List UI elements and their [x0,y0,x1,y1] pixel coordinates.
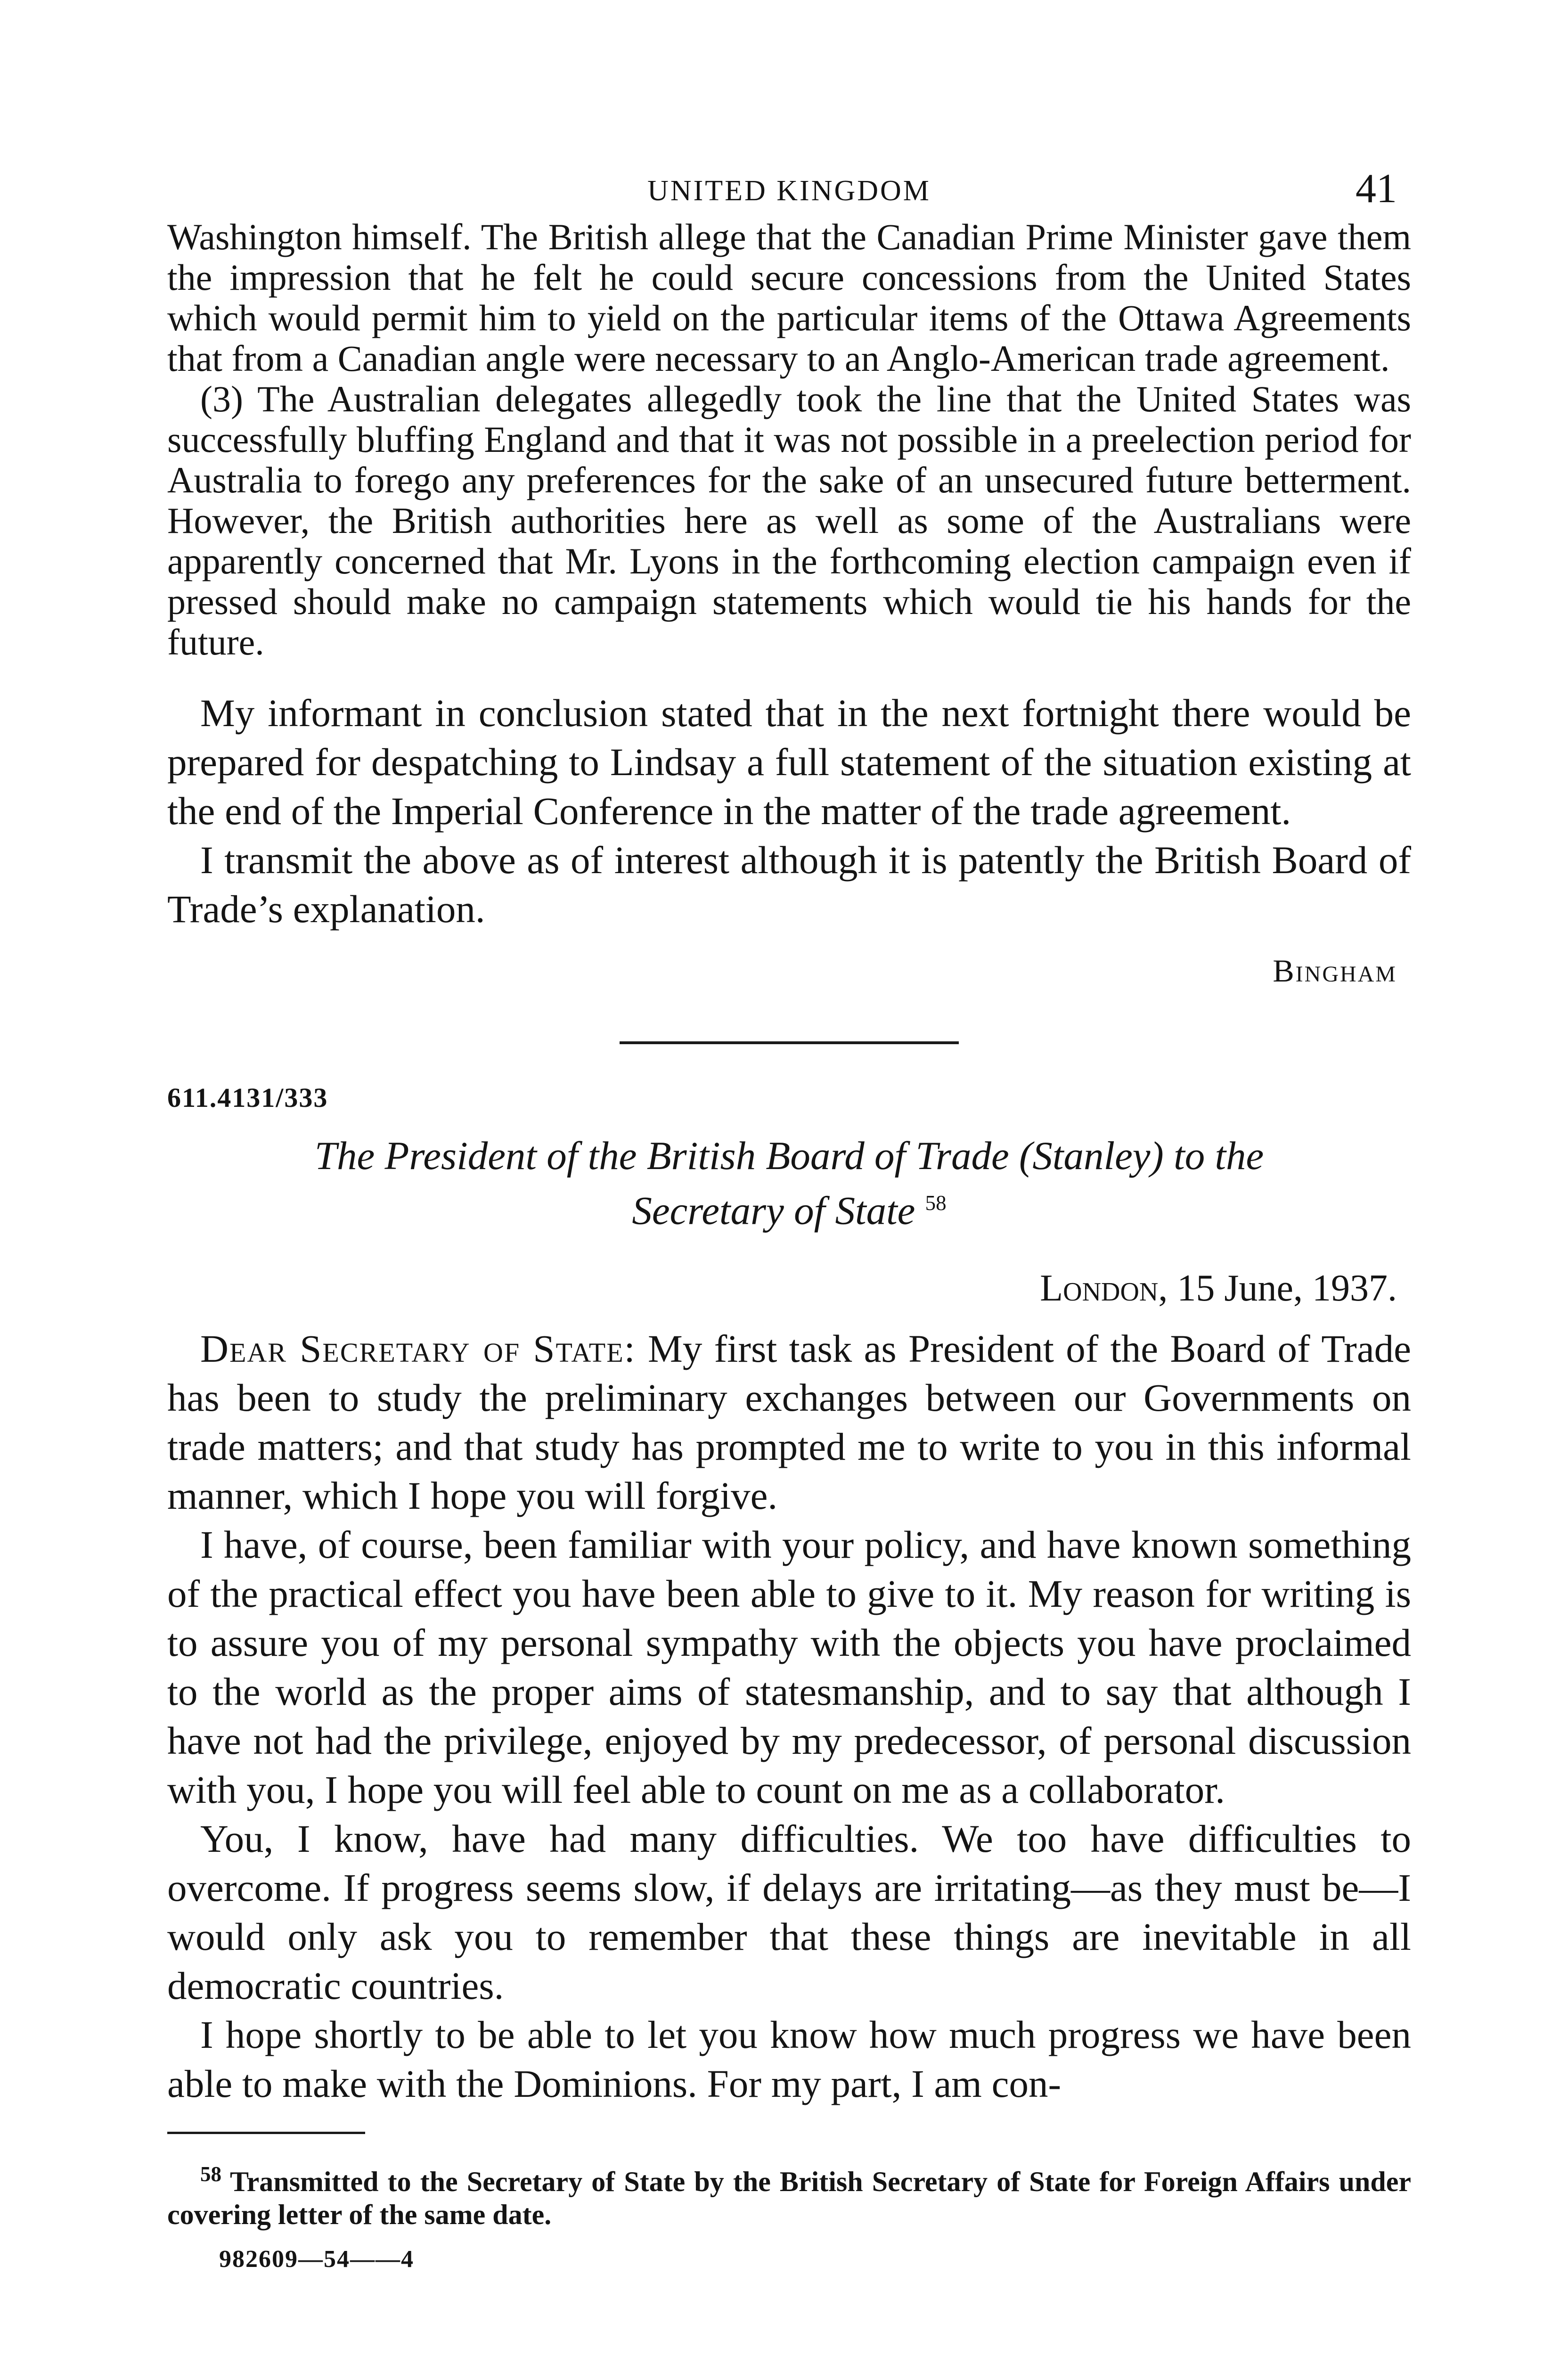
salutation: Dear Secretary of State: [200,1327,636,1371]
section-divider [620,1041,959,1044]
letter-paragraph-1 [167,1324,1411,1520]
footnote-text: Transmitted to the Secretary of State by the British Secretary of State for Foreign Affairs under covering letter of the same date. [167,2166,1411,2231]
dateline [167,1267,1411,1310]
letter-paragraph-2: I have, of course, been familiar with your policy, and have known something of the practical effect you have been able to give to it. My reason for writing is to assure you of my personal sympathy with the objects you have proclaimed to the world as the proper aims of statesmanship, and to say that although I have not had the privilege, enjoyed by my predecessor, of personal discussion with you, I hope you will feel able to count on me as a collaborator. [167,1523,1411,1812]
file-number: 611.4131/333 [167,1082,328,1113]
footnote-divider [167,2132,365,2134]
document-title-line-2-text: Secretary of State [632,1188,915,1233]
letter-paragraph-3: You, I know, have had many difficulties. We too have difficulties to overcome. If progress seems slow, if delays are irritating—as they must be—I would only ask you to remember that these things are inevitable in all democratic countries. [167,1817,1411,2008]
footnote-marker: 58 [200,2162,221,2186]
paragraph-informant: My informant in conclusion stated that in the next fortnight there would be prepared for despatching to Lindsay a full statement of the situation existing at the end of the Imperial Conference in the matter of the trade agreement. [167,691,1411,833]
intro-block [167,217,1411,663]
signature-bingham: Bingham [1273,953,1397,989]
intro-paragraph-2: (3) The Australian delegates allegedly took the line that the United States was successfully bluffing England and that it was not possible in a preelection period for Australia to forego any preferences for the sake of an unsecured future betterment. However, the British authorities here as well as some of the Australians were apparently concerned that Mr. Lyons in the forthcoming election campaign even if pressed should make no campaign statements which would tie his hands for the future. [167,378,1411,663]
footnote-reference: 58 [925,1191,947,1215]
print-code: 982609—54——4 [219,2246,414,2273]
page-number: 41 [1356,166,1397,212]
running-head [167,160,1411,217]
document-title [167,1132,1411,1234]
running-title: UNITED KINGDOM [647,175,931,207]
footnote [167,2158,1411,2231]
dateline-city: London, [1040,1268,1168,1309]
paragraph-transmit: I transmit the above as of interest although it is patently the British Board of Trade’s explanation. [167,838,1411,931]
document-title-line-1: The President of the British Board of Trade (Stanley) to the [314,1134,1264,1178]
letter-paragraph-4: I hope shortly to be able to let you know how much progress we have been able to make with the Dominions. For my part, I am con- [167,2013,1411,2106]
letter-paragraph-1-text: My first task as President of the Board of Trade has been to study the preliminary exchanges between our Governments on trade matters; and that study has prompted me to write to you in this informal manner, which I hope you will forgive. [167,1327,1412,1518]
dateline-date: 15 June, 1937. [1177,1268,1397,1309]
intro-paragraph-1: Washington himself. The British allege that the Canadian Prime Minister gave them the impression that he felt he could secure concessions from the United States which would permit him to yield on the particular items of the Ottawa Agreements that from a Canadian angle were necessary to an Anglo-American trade agreement. [167,216,1411,379]
document-page [167,160,1411,2273]
document-title-line-2 [167,1179,1411,1234]
